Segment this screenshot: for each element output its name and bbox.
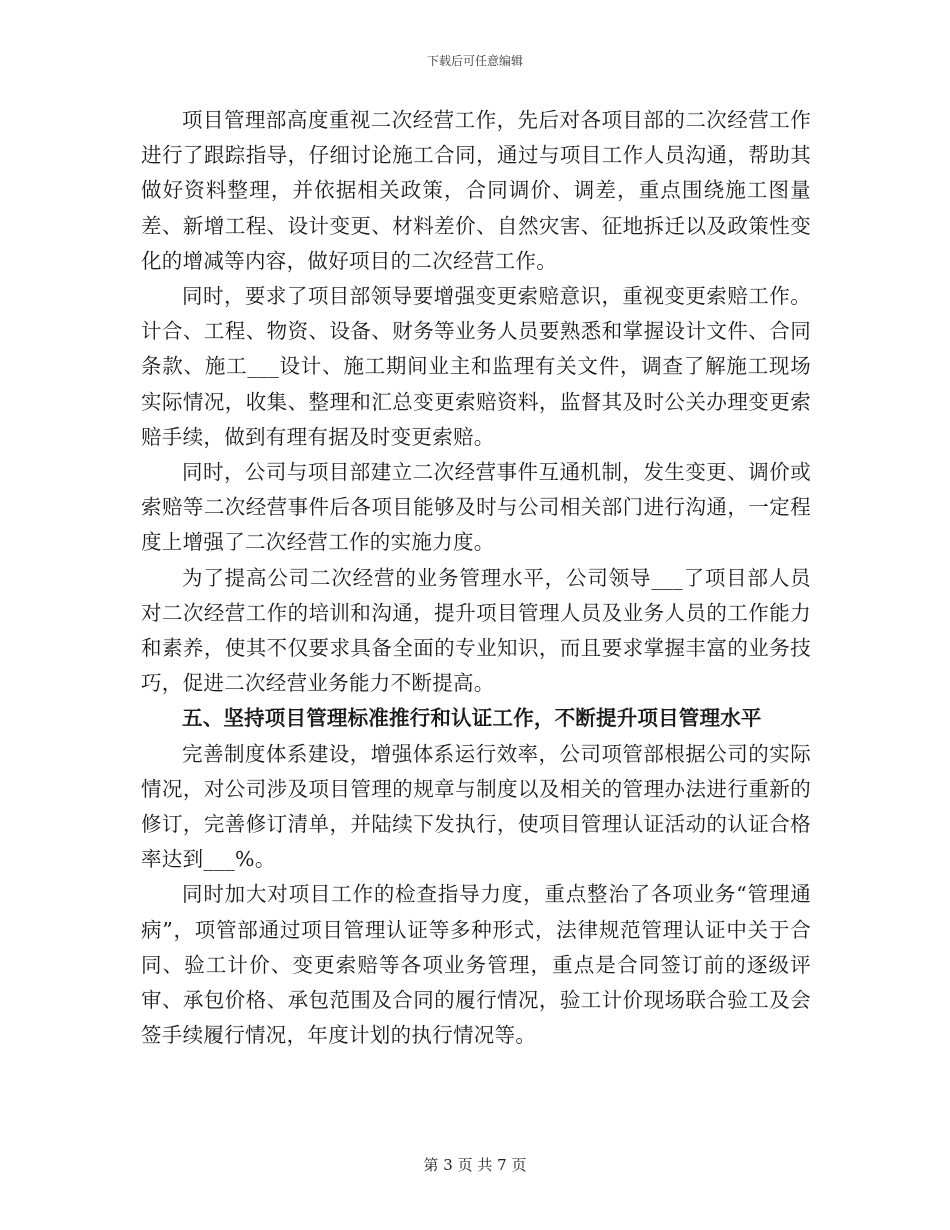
- paragraph-communication-mechanism: 同时，公司与项目部建立二次经营事件互通机制，发生变更、调价或索赔等二次经营事件后各项目能够及时与公司相关部门进行沟通，一定程度上增强了二次经营工作的实施力度。: [141, 460, 811, 555]
- page-number: 第 3 页 共 7 页: [423, 1156, 527, 1174]
- section-heading-five: 五、坚持项目管理标准推行和认证工作，不断提升项目管理水平: [182, 706, 762, 731]
- paragraph-training: 为了提高公司二次经营的业务管理水平，公司领导___了项目部人员对二次经营工作的培训和沟通，提升项目管理人员及业务人员的工作能力和素养，使其不仅要求具备全面的专业知识，而且要求掌握丰富的业务技巧，促进二次经营业务能力不断提高。: [141, 565, 811, 696]
- paragraph-inspection-guidance: 同时加大对项目工作的检查指导力度，重点整治了各项业务“管理通病”，项管部通过项目管理认证等多种形式，法律规范管理认证中关于合同、验工计价、变更索赔等各项业务管理，重点是合同签订前的逐级评审、承包价格、承包范围及合同的履行情况，验工计价现场联合验工及会签手续履行情况，年度计划的执行情况等。: [141, 882, 811, 1048]
- paragraph-claims-awareness: 同时，要求了项目部领导要增强变更索赔意识，重视变更索赔工作。计合、工程、物资、设备、财务等业务人员要熟悉和掌握设计文件、合同条款、施工___设计、施工期间业主和监理有关文件，调查了解施工现场实际情况，收集、整理和汇总变更索赔资料，监督其及时公关办理变更索赔手续，做到有理有据及时变更索赔。: [141, 284, 811, 449]
- document-body: [141, 103, 811, 1053]
- page-header-note: 下载后可任意编辑: [426, 54, 523, 68]
- paragraph-secondary-operation: 项目管理部高度重视二次经营工作，先后对各项目部的二次经营工作进行了跟踪指导，仔细讨论施工合同，通过与项目工作人员沟通，帮助其做好资料整理，并依据相关政策，合同调价、调差，重点围绕施工图量差、新增工程、设计变更、材料差价、自然灾害、征地拆迁以及政策性变化的增减等内容，做好项目的二次经营工作。: [141, 108, 811, 273]
- paragraph-system-construction: 完善制度体系建设，增强体系运行效率，公司项管部根据公司的实际情况，对公司涉及项目管理的规章与制度以及相关的管理办法进行重新的修订，完善修订清单，并陆续下发执行，使项目管理认证活动的认证合格率达到___%。: [141, 741, 811, 872]
